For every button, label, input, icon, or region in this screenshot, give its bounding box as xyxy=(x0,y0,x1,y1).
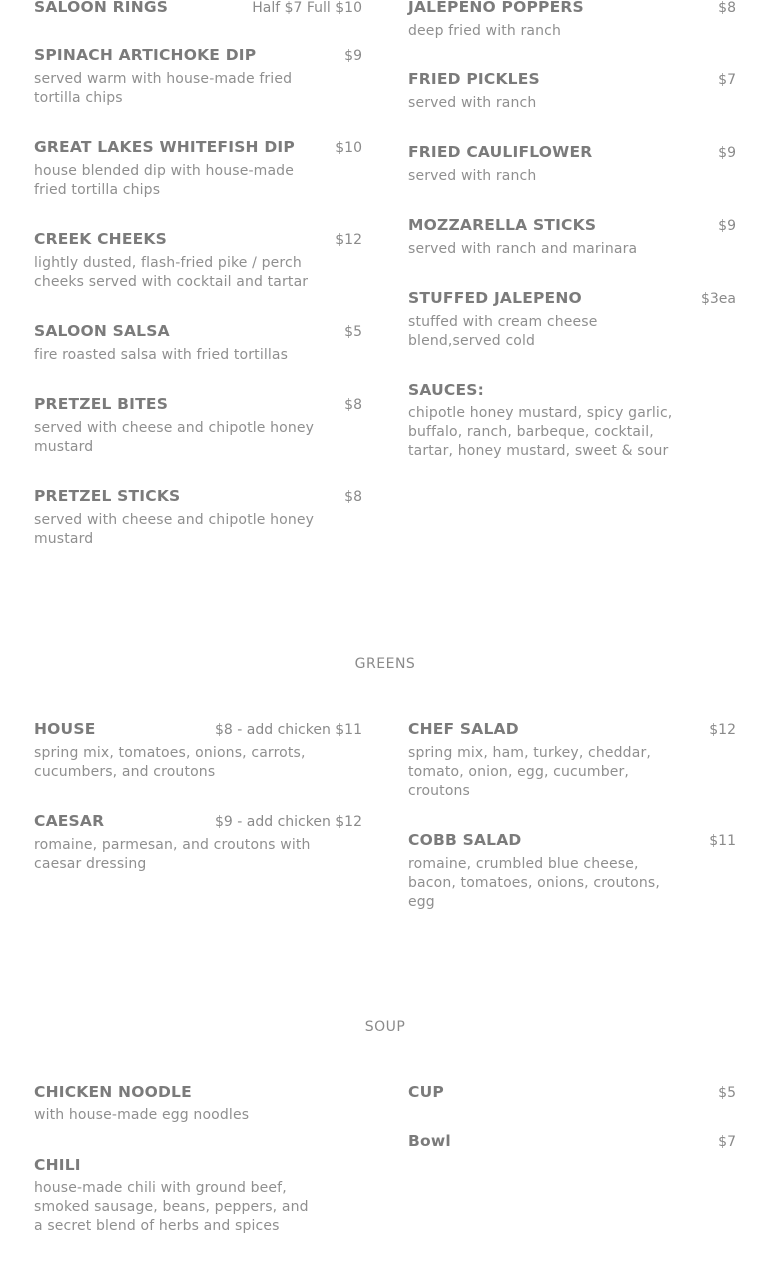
item-name: SPINACH ARTICHOKE DIP xyxy=(34,46,257,64)
item-description: served with ranch xyxy=(408,95,537,111)
item-name: CHEF SALAD xyxy=(408,720,519,738)
item-name: JALEPENO POPPERS xyxy=(408,0,584,16)
item-price: $9 xyxy=(718,145,736,161)
item-name: FRIED CAULIFLOWER xyxy=(408,143,593,161)
section-title-soup: SOUP xyxy=(364,1019,406,1035)
menu-item xyxy=(34,0,362,18)
menu-item xyxy=(34,45,362,108)
sauces-item xyxy=(408,380,736,461)
item-description: with house-made egg noodles xyxy=(34,1107,250,1123)
menu-item xyxy=(34,229,362,292)
menu-item xyxy=(34,1082,362,1125)
item-price: $8 xyxy=(718,0,736,16)
menu-item xyxy=(408,69,736,113)
menu-item xyxy=(408,830,736,912)
item-price: $8 xyxy=(344,489,362,505)
menu-item xyxy=(34,719,362,782)
item-name: SALOON RINGS xyxy=(34,0,169,16)
menu-item xyxy=(34,321,362,365)
item-name: COBB SALAD xyxy=(408,831,522,849)
item-name: GREAT LAKES WHITEFISH DIP xyxy=(34,138,295,156)
item-description: served warm with house-made fried tortilla chips xyxy=(34,71,293,106)
item-price: $9 xyxy=(344,48,362,64)
item-description: deep fried with ranch xyxy=(408,23,562,39)
item-name: CREEK CHEEKS xyxy=(34,230,167,248)
item-description: romaine, crumbled blue cheese, bacon, tomatoes, onions, croutons, egg xyxy=(408,856,660,910)
item-price: $8 xyxy=(344,397,362,413)
item-price: $7 xyxy=(718,1134,736,1150)
menu-item xyxy=(34,811,362,874)
item-name: STUFFED JALEPENO xyxy=(408,289,582,307)
item-name: CHILI xyxy=(34,1156,81,1174)
item-name: CAESAR xyxy=(34,812,105,830)
item-price: $12 xyxy=(335,232,362,248)
item-description: romaine, parmesan, and croutons with caesar dressing xyxy=(34,837,311,872)
menu-item xyxy=(34,394,362,457)
menu-item xyxy=(408,288,736,351)
item-name: MOZZARELLA STICKS xyxy=(408,216,597,234)
item-name: CUP xyxy=(408,1083,444,1101)
item-name: PRETZEL STICKS xyxy=(34,487,181,505)
item-description: stuffed with cream cheese blend,served cold xyxy=(408,314,598,349)
menu-item xyxy=(34,137,362,200)
item-price: $3ea xyxy=(700,291,736,307)
item-description: house-made chili with ground beef, smoked sausage, beans, peppers, and a secret blend of herbs and spices xyxy=(34,1180,309,1234)
item-description: fire roasted salsa with fried tortillas xyxy=(34,347,289,363)
menu-item xyxy=(408,215,736,259)
item-price: $10 xyxy=(335,140,362,156)
item-description: spring mix, ham, turkey, cheddar, tomato, onion, egg, cucumber, croutons xyxy=(408,745,651,799)
item-price: $5 xyxy=(718,1085,736,1101)
item-price: $11 xyxy=(709,833,736,849)
item-name: FRIED PICKLES xyxy=(408,70,540,88)
item-price: Half $7 Full $10 xyxy=(252,0,362,16)
item-description: house blended dip with house-made fried tortilla chips xyxy=(34,163,294,198)
item-name: HOUSE xyxy=(34,720,96,738)
item-description: served with cheese and chipotle honey mustard xyxy=(34,420,315,455)
item-description: served with ranch xyxy=(408,168,537,184)
item-price: $7 xyxy=(718,72,736,88)
menu-item xyxy=(408,142,736,186)
item-description: served with ranch and marinara xyxy=(408,241,638,257)
item-price: $8 - add chicken $11 xyxy=(215,722,362,738)
item-price: $5 xyxy=(344,324,362,340)
menu-item xyxy=(34,1155,362,1236)
item-price: $9 xyxy=(718,218,736,234)
item-description: lightly dusted, flash-fried pike / perch cheeks served with cocktail and tartar xyxy=(34,255,309,290)
menu-item xyxy=(408,1131,736,1152)
item-price: $12 xyxy=(709,722,736,738)
item-description: chipotle honey mustard, spicy garlic, buffalo, ranch, barbeque, cocktail, tartar, honey mustard, sweet & sour xyxy=(408,405,673,459)
section-title-greens: GREENS xyxy=(354,656,416,672)
menu-item xyxy=(408,1082,736,1103)
item-name: SALOON SALSA xyxy=(34,322,170,340)
menu-item xyxy=(408,719,736,801)
menu-item xyxy=(34,486,362,549)
menu-item xyxy=(408,0,736,41)
item-description: spring mix, tomatoes, onions, carrots, cucumbers, and croutons xyxy=(34,745,306,780)
item-name: SAUCES: xyxy=(408,381,484,399)
item-name: CHICKEN NOODLE xyxy=(34,1083,192,1101)
item-description: served with cheese and chipotle honey mustard xyxy=(34,512,315,547)
item-price: $9 - add chicken $12 xyxy=(215,814,362,830)
item-name: Bowl xyxy=(408,1132,451,1150)
item-name: PRETZEL BITES xyxy=(34,395,169,413)
